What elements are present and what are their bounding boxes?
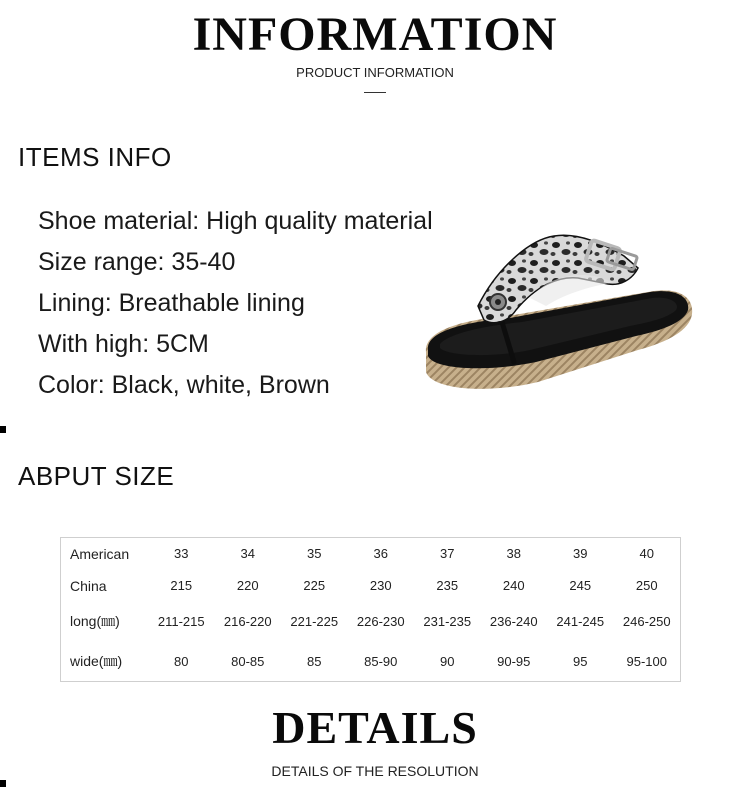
- row-label-american: American: [70, 545, 130, 562]
- product-information-subtitle: PRODUCT INFORMATION: [296, 65, 454, 80]
- size-heading: ABPUT SIZE: [18, 461, 175, 491]
- spec-color: Color: Black, white, Brown: [38, 371, 330, 399]
- spec-lining: Lining: Breathable lining: [38, 289, 305, 317]
- table-cell: 35: [307, 546, 322, 562]
- table-cell: 221-225: [290, 613, 339, 629]
- spec-material: Shoe material: High quality material: [38, 207, 433, 235]
- table-cell: 220: [236, 578, 259, 594]
- table-cell: 216-220: [223, 613, 272, 629]
- row-label-long: long(㎜): [70, 613, 120, 630]
- table-row: [61, 570, 680, 602]
- details-subtitle: DETAILS OF THE RESOLUTION: [271, 763, 479, 779]
- table-cell: 235: [436, 578, 459, 594]
- size-chart-table: [60, 537, 681, 682]
- table-cell: 95: [573, 653, 588, 669]
- table-row: [61, 538, 680, 570]
- row-label-wide: wide(㎜): [70, 653, 123, 670]
- table-row: [61, 602, 680, 642]
- spec-list: [38, 201, 433, 406]
- table-cell: 36: [373, 546, 388, 562]
- table-cell: 90: [440, 653, 455, 669]
- table-row: [61, 641, 680, 681]
- table-cell: 85: [307, 653, 322, 669]
- spec-size-range: Size range: 35-40: [38, 248, 236, 276]
- row-label-china: China: [70, 577, 107, 594]
- table-cell: 246-250: [622, 613, 671, 629]
- items-info-heading: ITEMS INFO: [18, 142, 172, 172]
- title-divider: [364, 92, 386, 93]
- table-cell: 245: [569, 578, 592, 594]
- edge-marker: [0, 426, 6, 433]
- table-cell: 225: [303, 578, 326, 594]
- table-cell: 37: [440, 546, 455, 562]
- table-cell: 33: [174, 546, 189, 562]
- table-cell: 215: [170, 578, 193, 594]
- table-cell: 34: [240, 546, 255, 562]
- table-cell: 95-100: [626, 653, 667, 669]
- table-cell: 80: [174, 653, 189, 669]
- table-cell: 90-95: [497, 653, 531, 669]
- table-cell: 38: [506, 546, 521, 562]
- table-cell: 231-235: [423, 613, 472, 629]
- table-cell: 80-85: [231, 653, 265, 669]
- table-cell: 40: [639, 546, 654, 562]
- table-cell: 250: [635, 578, 658, 594]
- table-cell: 241-245: [556, 613, 605, 629]
- spec-heel-height: With high: 5CM: [38, 330, 209, 358]
- edge-marker: [0, 780, 6, 787]
- sandal-product-image: [418, 222, 700, 404]
- details-title: DETAILS: [272, 702, 478, 753]
- table-cell: 85-90: [364, 653, 398, 669]
- table-cell: 226-230: [356, 613, 405, 629]
- table-cell: 39: [573, 546, 588, 562]
- table-cell: 240: [502, 578, 525, 594]
- table-cell: 230: [369, 578, 392, 594]
- table-cell: 211-215: [157, 613, 205, 629]
- table-cell: 236-240: [489, 613, 538, 629]
- information-title: INFORMATION: [192, 8, 558, 61]
